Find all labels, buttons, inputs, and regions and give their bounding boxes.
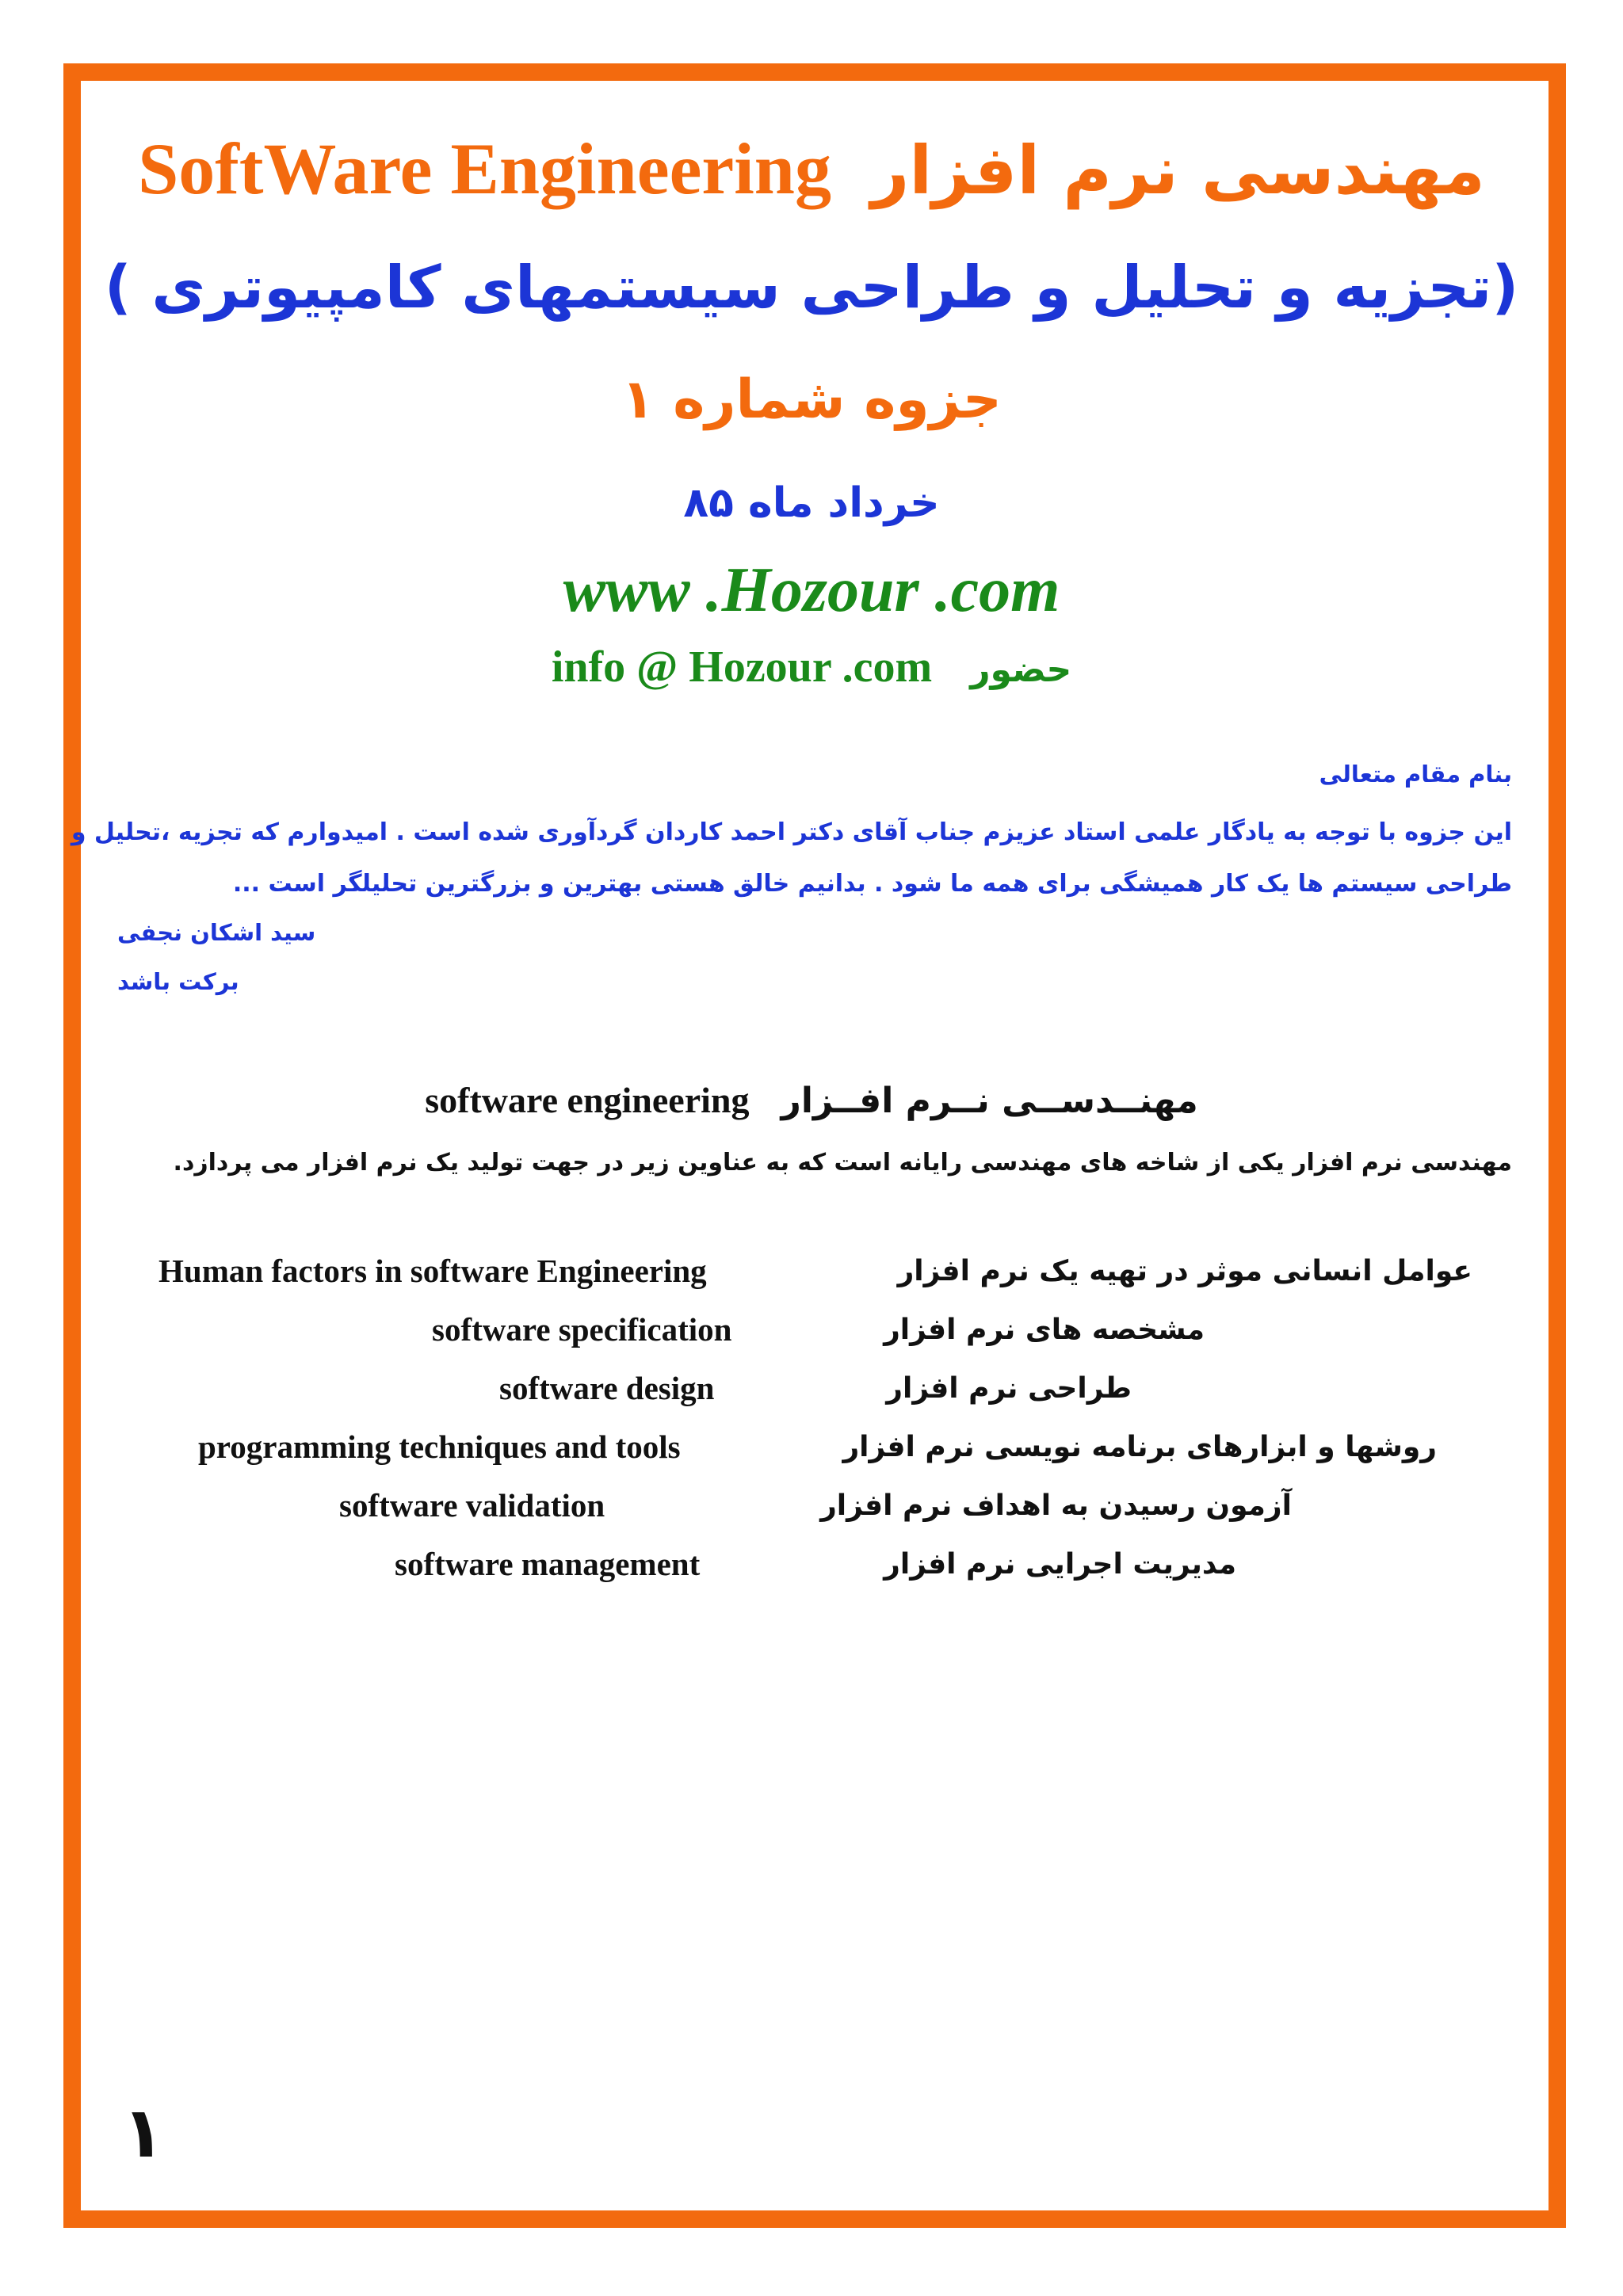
topic-english: software specification	[432, 1311, 732, 1348]
topic-english: software validation	[339, 1487, 605, 1524]
topic-english: Human factors in software Engineering	[158, 1253, 707, 1289]
intro-greeting: بنام مقام متعالی	[1319, 761, 1512, 788]
booklet-number: جزوه شماره ۱	[621, 368, 1002, 431]
section-heading	[0, 1079, 1623, 1121]
topic-persian: مدیریت اجرایی نرم افزار	[884, 1548, 1236, 1581]
topic-english: software management	[395, 1546, 701, 1582]
topic-persian: عوامل انسانی موثر در تهیه یک نرم افزار	[897, 1255, 1472, 1287]
topic-english: software design	[499, 1370, 715, 1406]
hozour-label: حضور	[970, 650, 1072, 690]
website-link[interactable]: www .Hozour .com	[563, 555, 1060, 625]
contact-line	[0, 642, 1623, 692]
topic-persian: روشها و ابزارهای برنامه نویسی نرم افزار	[842, 1431, 1437, 1463]
intro-blessing: برکت باشد	[117, 968, 239, 995]
intro-line-1: این جزوه با توجه به یادگار علمی استاد عزیزم جناب آقای دکتر احمد کاردان گردآوری شده است . امیدوارم که تجزیه ،تحلیل و	[71, 818, 1512, 846]
section-intro: مهندسی نرم افزار یکی از شاخه های مهندسی رایانه است که به عناوین زیر در جهت تولید یک نرم افزار می پردازد.	[173, 1149, 1512, 1177]
page-number: ۱	[122, 2092, 165, 2173]
section-heading-persian: مهنــدســی نــرم افــزار	[781, 1081, 1198, 1121]
title-persian: مهندسی نرم افزار	[870, 132, 1485, 209]
topic-persian: طراحی نرم افزار	[886, 1372, 1132, 1405]
intro-author: سید اشکان نجفی	[117, 919, 316, 946]
document-title	[0, 127, 1623, 211]
section-heading-english: software engineering	[425, 1080, 750, 1120]
topic-persian: مشخصه های نرم افزار	[884, 1314, 1205, 1346]
title-english: SoftWare Engineering	[138, 128, 831, 209]
email-link[interactable]: info @ Hozour .com	[551, 643, 933, 692]
publication-date: خرداد ماه ۸۵	[683, 479, 940, 527]
topic-persian: آزمون رسیدن به اهداف نرم افزار	[820, 1489, 1292, 1522]
topic-english: programming techniques and tools	[198, 1428, 681, 1465]
document-subtitle: (تجزیه و تحلیل و طراحی سیستمهای کامپیوتری )	[104, 254, 1519, 322]
intro-line-2: طراحی سیستم ها یک کار همیشگی برای همه ما شود . بدانیم خالق هستی بهترین و بزرگترین تحلیلگر است ...	[232, 870, 1512, 898]
